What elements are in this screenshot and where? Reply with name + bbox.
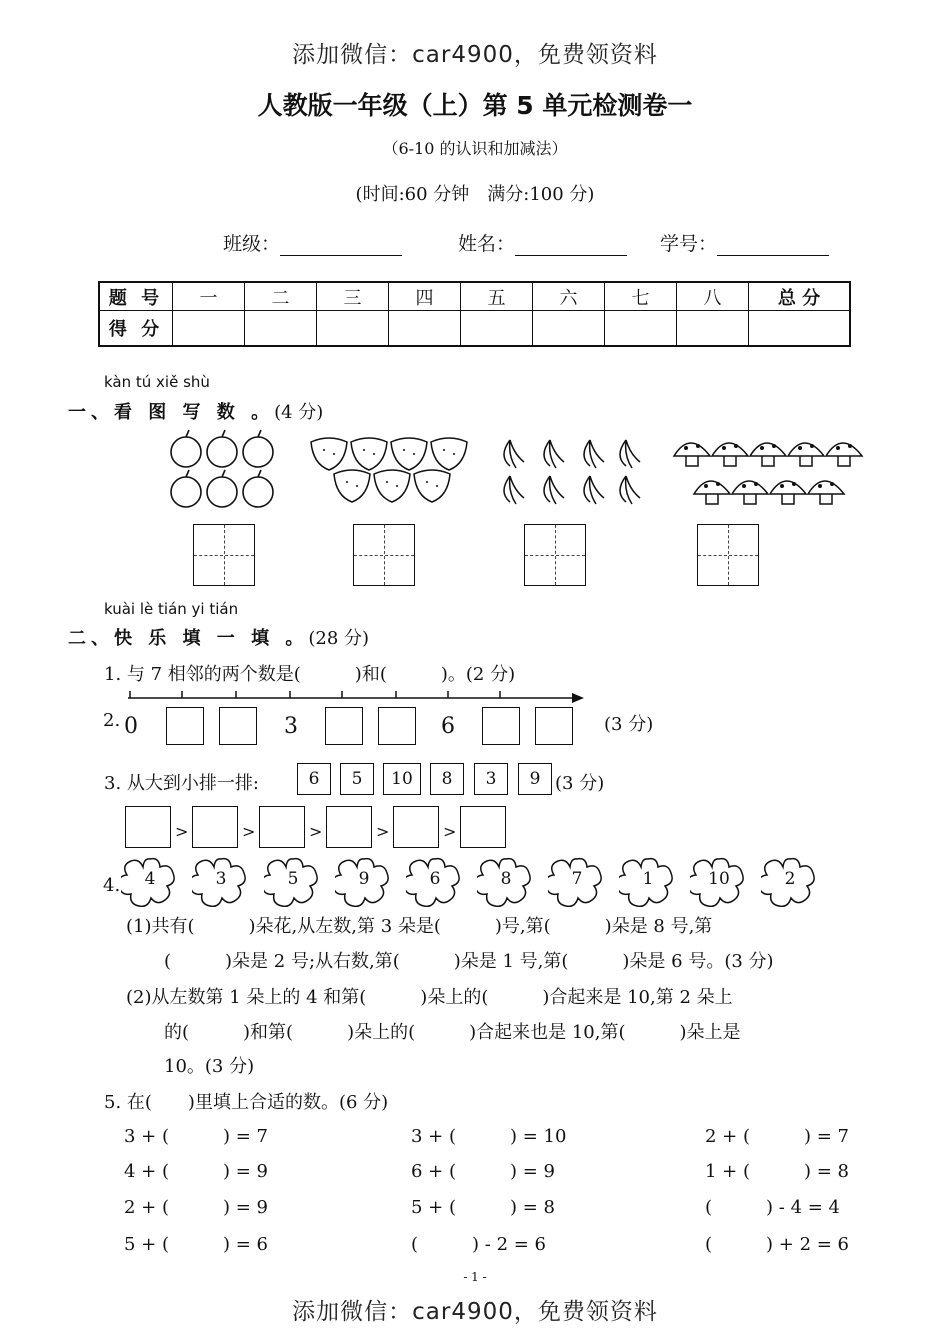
number-blank[interactable] [717,235,829,256]
score-col: 一 [173,282,245,311]
question-4-part1-line2: ( )朵是 2 号;从右数,第( )朵是 1 号,第( )朵是 6 号。(3 分) [164,951,774,972]
name-blank[interactable] [515,235,627,256]
watermark-bottom: 添加微信：car4900，免费领资料 [292,1299,658,1325]
flower-number: 9 [358,869,370,889]
sort-number: 5 [340,763,374,795]
number-line-blank[interactable] [535,707,573,745]
flower-number: 2 [784,869,796,889]
score-table-header-label: 题 号 [99,282,173,311]
section1-points: (4 分) [274,402,324,423]
question-2-label: 2. [103,710,121,731]
question-3-points: (3 分) [555,773,605,794]
number-line-blank[interactable] [325,707,363,745]
number-field [660,229,829,256]
score-cell[interactable] [533,311,605,347]
score-col: 六 [533,282,605,311]
question-2-points: (3 分) [604,714,654,735]
flower-number: 4 [144,869,156,889]
question-3-label: 3. 从大到小排一排: [104,773,259,794]
flower [761,855,819,907]
sort-answer-box[interactable] [460,806,506,848]
flower [406,855,464,907]
number-line-blank[interactable] [378,707,416,745]
section2-title: 二、快 乐 填 一 填 。 [68,628,309,649]
number-line [120,688,590,708]
score-col: 三 [317,282,389,311]
equation: 6 + ( ) = 9 [411,1161,555,1182]
flower [121,855,179,907]
question-4-part2-line1: (2)从左数第 1 朵上的 4 和第( )朵上的( )合起来是 10,第 2 朵上 [126,987,733,1008]
answer-grid-bananas[interactable] [524,524,586,586]
equation: 2 + ( ) = 9 [124,1197,268,1218]
greater-than-symbol: > [376,822,390,841]
score-col: 八 [677,282,749,311]
class-blank[interactable] [280,235,402,256]
score-cell-total[interactable] [749,311,851,347]
question-4-part2-line2: 的( )和第( )朵上的( )合起来也是 10,第( )朵上是 [164,1022,741,1043]
number-label: 学号： [660,233,718,255]
apple-icon [166,428,281,512]
mushroom-icon [672,432,864,508]
flower-number: 5 [287,869,299,889]
equation: ( ) + 2 = 6 [705,1234,849,1255]
sort-answer-box[interactable] [125,806,171,848]
flower [335,855,393,907]
page-subtitle: （6-10 的认识和加减法） [382,139,568,158]
flower [264,855,322,907]
section2-pinyin: kuài lè tián yi tián [104,600,239,618]
section1-heading [68,398,323,424]
banana-icon [496,436,646,508]
equation: 1 + ( ) = 8 [705,1161,849,1182]
number-line-value: 3 [284,714,298,739]
score-cell[interactable] [677,311,749,347]
sort-answer-box[interactable] [192,806,238,848]
equation: 3 + ( ) = 10 [411,1126,567,1147]
equation: 3 + ( ) = 7 [124,1126,268,1147]
page-number: - 1 - [463,1270,487,1284]
number-line-blank[interactable] [166,707,204,745]
flower-number: 7 [571,869,583,889]
score-cell[interactable] [389,311,461,347]
class-label: 班级： [223,233,281,255]
greater-than-symbol: > [443,822,457,841]
score-col: 五 [461,282,533,311]
flower [690,855,748,907]
section1-title: 一、看 图 写 数 。 [68,402,275,423]
number-line-value: 0 [124,714,138,739]
flower-number: 8 [500,869,512,889]
score-col: 四 [389,282,461,311]
score-cell[interactable] [317,311,389,347]
score-cell[interactable] [605,311,677,347]
sort-number: 9 [518,763,552,795]
score-table-score-label: 得 分 [99,311,173,347]
number-line-blank[interactable] [482,707,520,745]
answer-grid-strawberries[interactable] [353,524,415,586]
watermark-top: 添加微信：car4900，免费领资料 [292,42,658,68]
question-4-part1-line1: (1)共有( )朵花,从左数,第 3 朵是( )号,第( )朵是 8 号,第 [126,916,713,937]
section1-pinyin: kàn tú xiě shù [104,373,210,391]
flower [477,855,535,907]
equation: 2 + ( ) = 7 [705,1126,849,1147]
sort-answer-box[interactable] [393,806,439,848]
greater-than-symbol: > [309,822,323,841]
greater-than-symbol: > [242,822,256,841]
score-col-total: 总 分 [749,282,851,311]
equation: 4 + ( ) = 9 [124,1161,268,1182]
flower-number: 6 [429,869,441,889]
question-1: 1. 与 7 相邻的两个数是( )和( )。(2 分) [104,664,516,685]
sort-number: 10 [383,763,421,795]
score-cell[interactable] [245,311,317,347]
question-5-label: 5. 在( )里填上合适的数。(6 分) [104,1092,389,1113]
number-line-blank[interactable] [219,707,257,745]
sort-number: 3 [474,763,508,795]
flower [619,855,677,907]
sort-answer-box[interactable] [259,806,305,848]
equation: ( ) - 2 = 6 [411,1234,546,1255]
score-table [98,281,851,347]
answer-grid-mushrooms[interactable] [697,524,759,586]
flower [192,855,250,907]
question-4-part2-line3: 10。(3 分) [164,1056,255,1077]
question-4-label: 4. [103,875,121,896]
greater-than-symbol: > [175,822,189,841]
score-col: 七 [605,282,677,311]
section2-points: (28 分) [308,628,370,649]
score-col: 二 [245,282,317,311]
section2-heading [68,624,369,650]
class-field [223,229,402,256]
number-line-value: 6 [441,714,455,739]
score-cell[interactable] [461,311,533,347]
equation: 5 + ( ) = 8 [411,1197,555,1218]
strawberry-icon [306,432,472,512]
sort-number: 8 [430,763,464,795]
time-info: (时间:60 分钟 满分:100 分) [355,184,595,205]
score-cell[interactable] [173,311,245,347]
sort-number: 6 [297,763,331,795]
page-title: 人教版一年级（上）第 5 单元检测卷一 [257,91,693,120]
equation: 5 + ( ) = 6 [124,1234,268,1255]
flower-number: 10 [708,869,730,889]
answer-grid-apples[interactable] [193,524,255,586]
sort-answer-box[interactable] [326,806,372,848]
name-field [458,229,627,256]
name-label: 姓名： [458,233,516,255]
flower [548,855,606,907]
flower-number: 3 [215,869,227,889]
equation: ( ) - 4 = 4 [705,1197,840,1218]
flower-number: 1 [642,869,654,889]
